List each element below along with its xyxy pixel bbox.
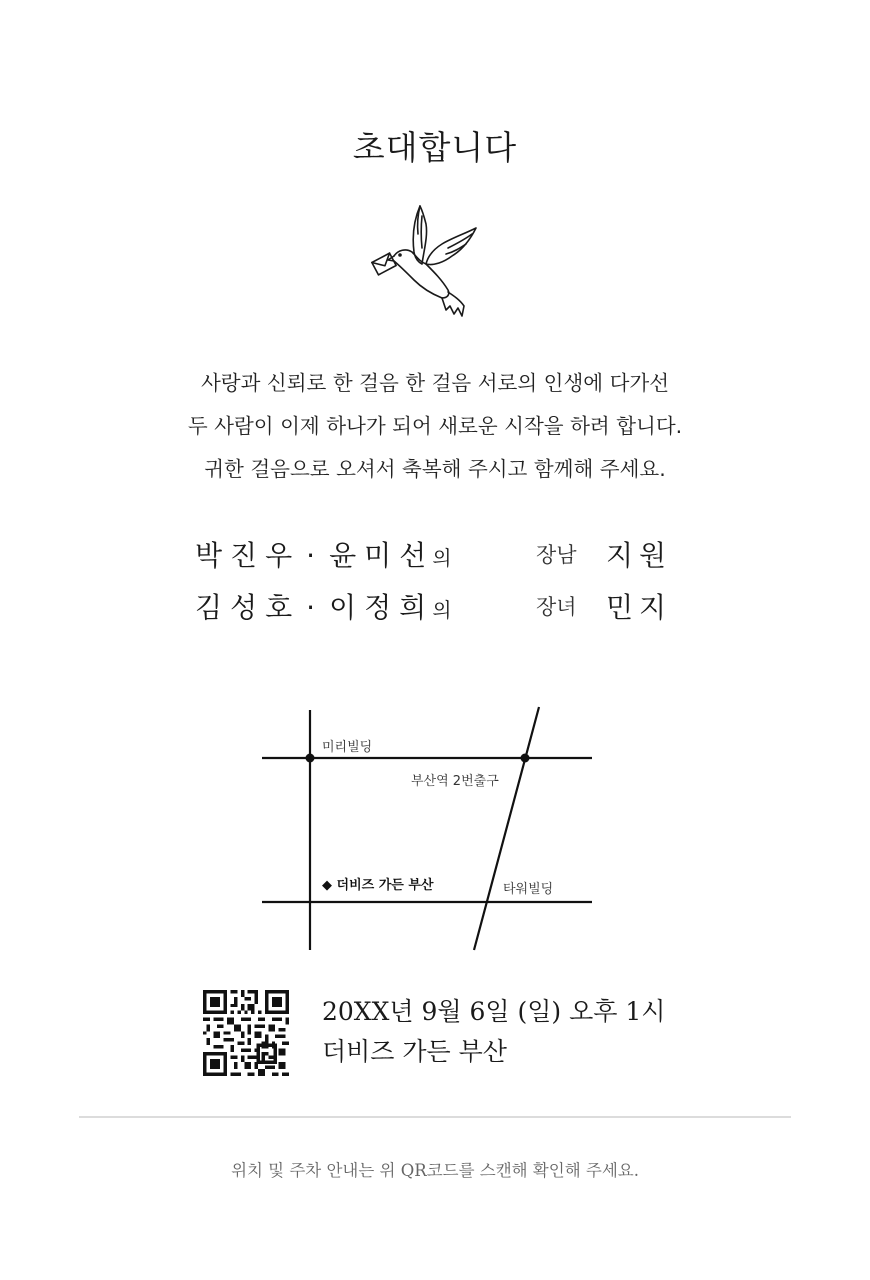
map-label-tower-building: 타워빌딩 [503, 882, 554, 897]
groom-father-name: 박진우 [195, 539, 301, 572]
map-roads [255, 700, 605, 960]
bride-relation: 장녀 [536, 595, 577, 619]
groom-name: 지원 [606, 539, 673, 572]
map-venue-marker [322, 874, 434, 893]
map-intersection-dot [521, 754, 530, 763]
message-line: 두 사람이 이제 하나가 되어 새로운 시작을 하려 합니다. [187, 414, 683, 438]
possessive-particle: 의 [432, 546, 452, 570]
footer-note: 위치 및 주차 안내는 위 QR코드를 스캔해 확인해 주세요. [231, 1161, 639, 1180]
name-separator: · [306, 591, 316, 624]
map-label-station-exit: 부산역 2번출구 [411, 774, 499, 789]
bride-father-name: 김성호 [195, 591, 301, 624]
groom-family-row [0, 534, 870, 584]
bride-mother-name: 이정희 [329, 591, 435, 624]
bride-family-row [0, 586, 870, 636]
event-venue: 더비즈 가든 부산 [322, 1037, 507, 1066]
qr-code-icon[interactable] [203, 990, 289, 1076]
dove-with-letter-icon [368, 200, 482, 324]
divider [79, 1116, 791, 1118]
possessive-particle: 의 [432, 598, 452, 622]
map-label-miri-building: 미리빌딩 [322, 740, 373, 755]
map-label-venue: 더비즈 가든 부산 [336, 878, 434, 893]
location-map [255, 700, 605, 960]
groom-parents [195, 534, 452, 574]
bride-name: 민지 [606, 591, 673, 624]
groom-mother-name: 윤미선 [329, 539, 435, 572]
invitation-message [0, 362, 870, 491]
diamond-marker-icon: ◆ [322, 878, 332, 893]
map-intersection-dot [306, 754, 315, 763]
event-datetime: 20XX년 9월 6일 (일) 오후 1시 [322, 997, 666, 1026]
groom-relation: 장남 [536, 543, 577, 567]
event-details [322, 992, 665, 1072]
invitation-title: 초대합니다 [352, 128, 518, 167]
message-line: 사랑과 신뢰로 한 걸음 한 걸음 서로의 인생에 다가선 [201, 371, 669, 395]
message-line: 귀한 걸음으로 오셔서 축복해 주시고 함께해 주세요. [204, 457, 666, 481]
bride-parents [195, 586, 452, 626]
name-separator: · [306, 539, 316, 572]
